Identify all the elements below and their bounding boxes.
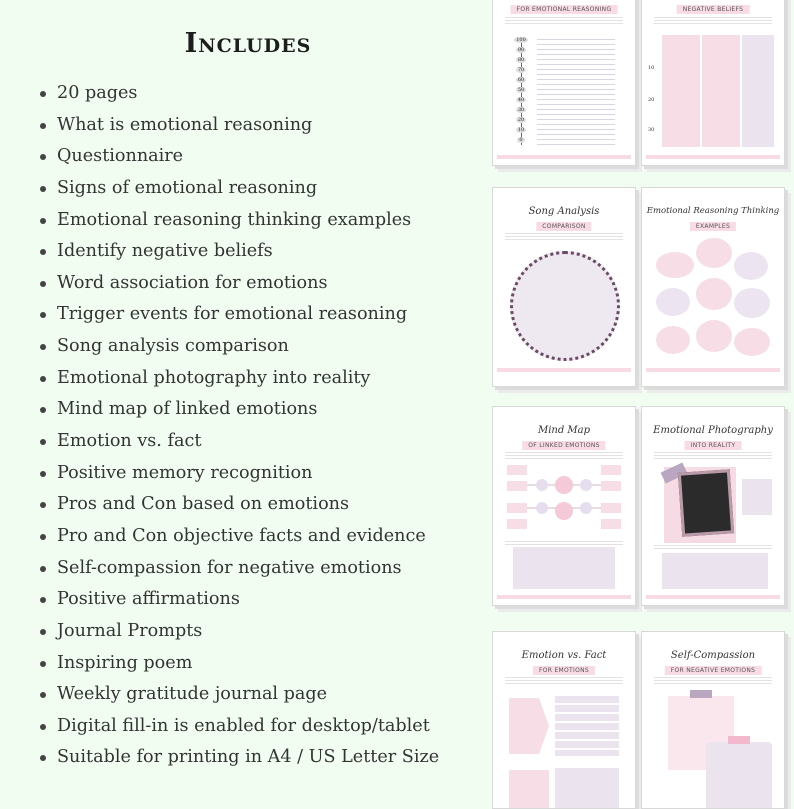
- feature-item: Pro and Con objective facts and evidence: [38, 522, 439, 554]
- photo-placeholder: [678, 469, 734, 536]
- scale-label: 0: [519, 137, 523, 143]
- feature-item: Emotion vs. fact: [38, 427, 439, 459]
- feature-item: Word association for emotions: [38, 269, 439, 301]
- feature-item: Journal Prompts: [38, 617, 439, 649]
- page-thumbnail-mind-map: [492, 406, 636, 606]
- fact-box: [555, 768, 619, 809]
- scale-label: 10: [517, 127, 525, 133]
- scale-boxes: [537, 37, 615, 147]
- thumb-subtitle: EXAMPLES: [690, 222, 736, 231]
- scale-label: 40: [517, 97, 525, 103]
- thumb-title: Song Analysis: [528, 206, 600, 217]
- feature-item: Trigger events for emotional reasoning: [38, 300, 439, 332]
- thought-bubble: [734, 328, 770, 356]
- thumb-title: Mind Map: [537, 425, 591, 436]
- thumb-subtitle: NEGATIVE BELIEFS: [677, 5, 750, 14]
- thumb-text-lines: [505, 233, 623, 241]
- feature-item: Digital fill-in is enabled for desktop/tablet: [38, 712, 439, 744]
- thumb-footer-bar: [497, 595, 631, 599]
- thumb-footer-bar: [497, 155, 631, 159]
- thumb-footer-bar: [646, 155, 780, 159]
- thumb-footer-bar: [497, 368, 631, 372]
- page-thumbnail-negative-beliefs: [641, 0, 785, 166]
- thumb-subtitle: COMPARISON: [536, 222, 591, 231]
- scale-label: 100: [516, 37, 526, 43]
- thumb-title: Self-Compassion: [670, 650, 756, 661]
- table-row-label: 30: [648, 127, 655, 133]
- emotion-box: [509, 770, 549, 809]
- notes-box: [513, 547, 615, 589]
- music-note-ring: [510, 251, 620, 361]
- tape-strip: [690, 690, 712, 698]
- scale-label: 20: [517, 117, 525, 123]
- feature-item: Positive affirmations: [38, 585, 439, 617]
- thumb-text-lines: [654, 545, 772, 549]
- thumb-subtitle: FOR NEGATIVE EMOTIONS: [665, 666, 762, 675]
- feature-item: What is emotional reasoning: [38, 111, 439, 143]
- page-thumbnail-thinking-examples: [641, 187, 785, 387]
- note-card: [706, 742, 772, 809]
- feature-item: Emotional photography into reality: [38, 364, 439, 396]
- feature-item: Song analysis comparison: [38, 332, 439, 364]
- notes-box: [742, 479, 772, 515]
- feature-item: Emotional reasoning thinking examples: [38, 206, 439, 238]
- feature-item: Identify negative beliefs: [38, 237, 439, 269]
- feature-item: 20 pages: [38, 79, 439, 111]
- thumb-text-lines: [654, 452, 772, 460]
- thumb-text-lines: [505, 17, 623, 25]
- page-thumbnail-emotion-vs-fact: [492, 631, 636, 809]
- table-row-label: 20: [648, 97, 655, 103]
- includes-heading: Includes: [184, 28, 312, 59]
- thumb-text-lines: [654, 17, 772, 25]
- feature-item: Questionnaire: [38, 142, 439, 174]
- thought-bubble: [696, 238, 732, 268]
- thumb-subtitle: FOR EMOTIONAL REASONING: [511, 5, 618, 14]
- page-thumbnail-photography: [641, 406, 785, 606]
- scale-label: 80: [517, 57, 525, 63]
- thumb-text-lines: [505, 541, 623, 545]
- feature-item: Inspiring poem: [38, 649, 439, 681]
- page-thumbnail-self-compassion: [641, 631, 785, 809]
- thumb-text-lines: [505, 677, 623, 685]
- fact-lines: [555, 696, 619, 756]
- tape-strip: [728, 736, 750, 744]
- feature-item: Pros and Con based on emotions: [38, 490, 439, 522]
- thought-bubble: [656, 326, 690, 354]
- table-column: [742, 35, 774, 147]
- scale-label: 60: [517, 77, 525, 83]
- feature-item: Self-compassion for negative emotions: [38, 554, 439, 586]
- table-row-label: 10: [648, 65, 655, 71]
- thought-bubble: [696, 320, 732, 352]
- page-thumbnail-scale: [492, 0, 636, 166]
- thumb-subtitle: INTO REALITY: [685, 441, 742, 450]
- thumb-title: Emotion vs. Fact: [521, 650, 607, 661]
- feature-item: Positive memory recognition: [38, 459, 439, 491]
- feature-list: [38, 79, 439, 775]
- scale-labels: [511, 37, 531, 147]
- feature-item: Mind map of linked emotions: [38, 395, 439, 427]
- thumb-text-lines: [505, 452, 623, 460]
- thought-bubble: [734, 288, 770, 318]
- thumb-text-lines: [654, 677, 772, 685]
- thought-bubble: [696, 278, 732, 310]
- thumb-footer-bar: [646, 595, 780, 599]
- feature-item: Weekly gratitude journal page: [38, 680, 439, 712]
- thumb-footer-bar: [646, 368, 780, 372]
- emotion-arrow: [509, 698, 549, 754]
- thought-bubble: [734, 252, 768, 280]
- scale-label: 70: [517, 67, 525, 73]
- notes-box: [662, 553, 768, 589]
- mind-map-diagram: [507, 463, 621, 533]
- thumb-subtitle: OF LINKED EMOTIONS: [522, 441, 605, 450]
- thought-bubble: [656, 252, 694, 278]
- feature-item: Suitable for printing in A4 / US Letter Size: [38, 743, 439, 775]
- table-column: [662, 35, 700, 147]
- thought-bubble: [656, 288, 690, 316]
- table-column: [702, 35, 740, 147]
- scale-label: 30: [517, 107, 525, 113]
- scale-label: 50: [517, 87, 525, 93]
- page-thumbnail-song-analysis: [492, 187, 636, 387]
- thumb-title: Emotional Reasoning Thinking: [646, 206, 780, 216]
- thumb-title: Emotional Photography: [653, 425, 773, 436]
- thumb-subtitle: FOR EMOTIONS: [533, 666, 595, 675]
- scale-label: 90: [517, 47, 525, 53]
- feature-item: Signs of emotional reasoning: [38, 174, 439, 206]
